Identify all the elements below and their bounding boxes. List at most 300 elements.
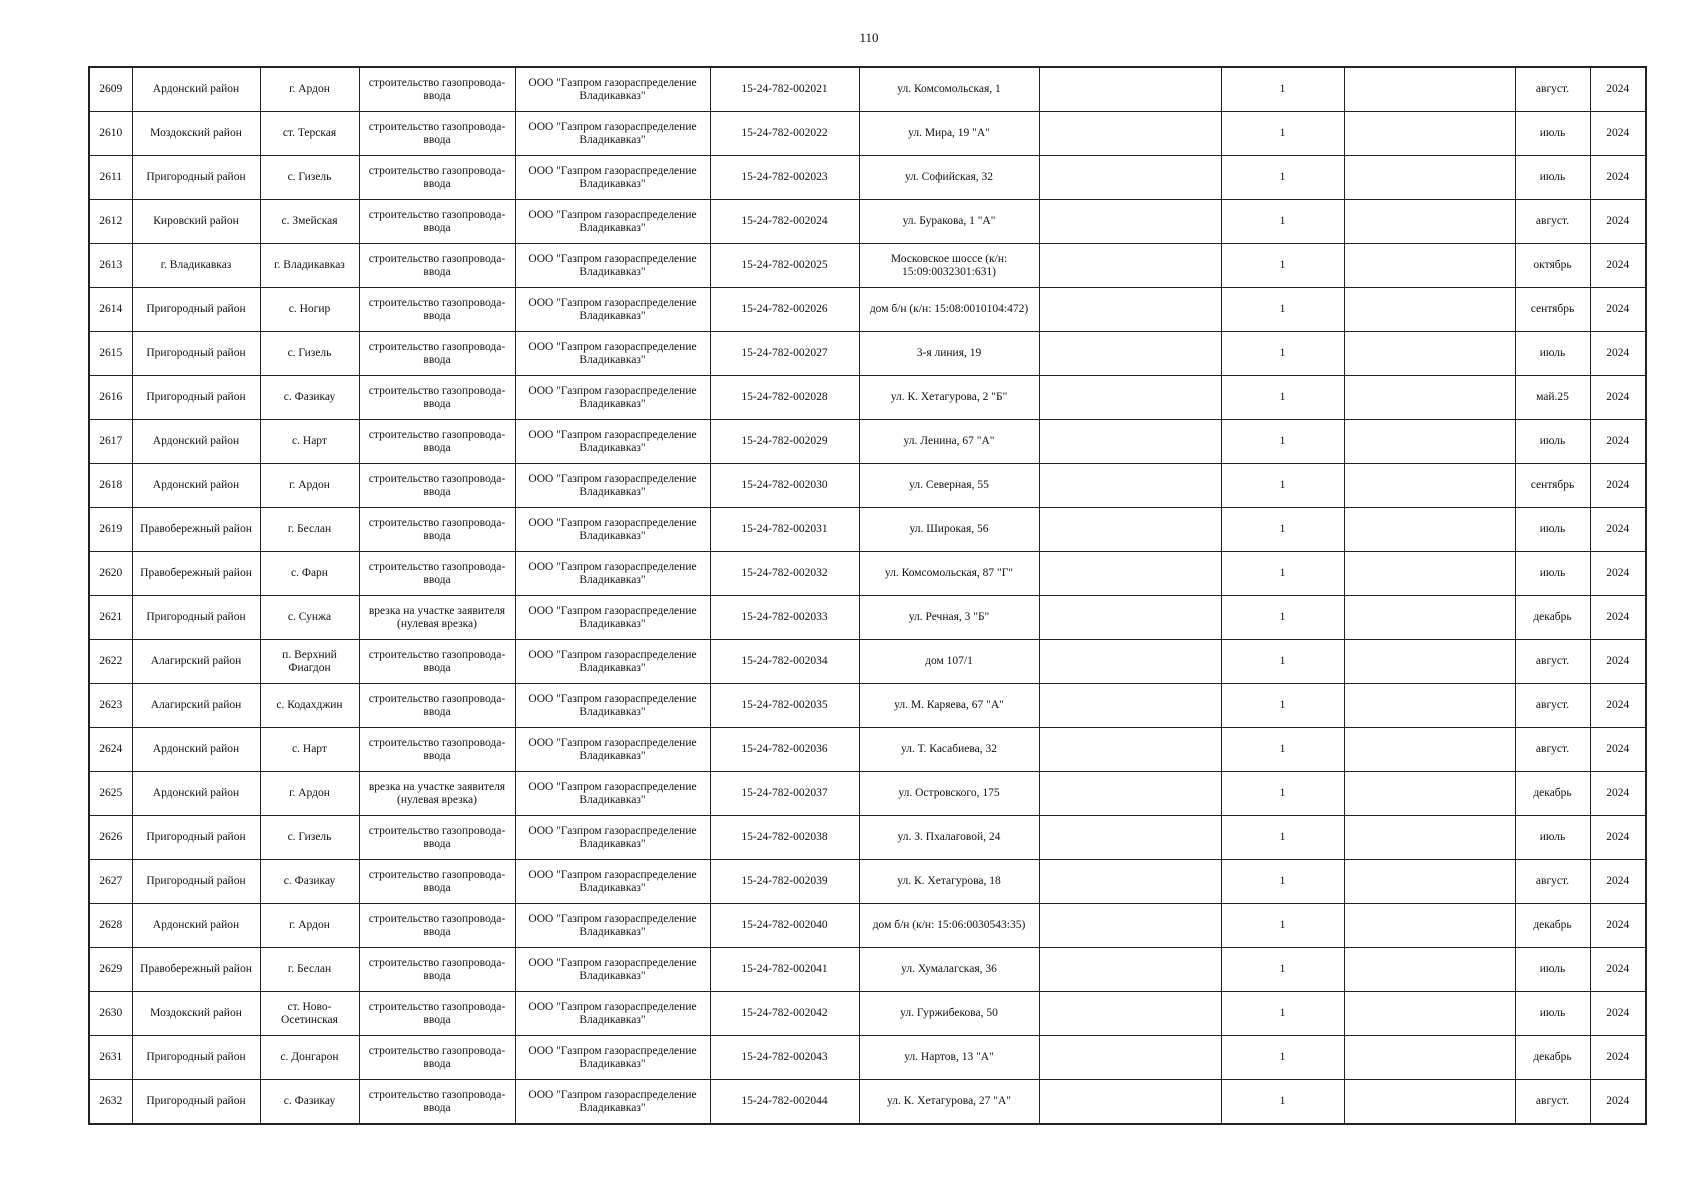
organization-cell: ООО "Газпром газораспределение Владикавказ": [515, 200, 710, 244]
count-cell: 1: [1221, 200, 1344, 244]
organization-cell: ООО "Газпром газораспределение Владикавказ": [515, 772, 710, 816]
work-type-cell: строительство газопровода-ввода: [359, 288, 515, 332]
month-cell: декабрь: [1515, 772, 1590, 816]
count-cell: 1: [1221, 112, 1344, 156]
table-row: [89, 508, 1646, 552]
application-code-cell: 15-24-782-002021: [710, 67, 859, 112]
organization-cell: ООО "Газпром газораспределение Владикавказ": [515, 156, 710, 200]
address-cell: ул. К. Хетагурова, 27 "А": [859, 1080, 1039, 1125]
empty-cell: [1344, 1080, 1515, 1125]
application-code-cell: 15-24-782-002043: [710, 1036, 859, 1080]
empty-cell: [1344, 640, 1515, 684]
year-cell: 2024: [1590, 112, 1646, 156]
month-cell: июль: [1515, 420, 1590, 464]
district-cell: Ардонский район: [132, 728, 260, 772]
application-code-cell: 15-24-782-002031: [710, 508, 859, 552]
year-cell: 2024: [1590, 552, 1646, 596]
organization-cell: ООО "Газпром газораспределение Владикавказ": [515, 596, 710, 640]
year-cell: 2024: [1590, 904, 1646, 948]
row-number-cell: 2618: [89, 464, 132, 508]
row-number-cell: 2630: [89, 992, 132, 1036]
locality-cell: с. Гизель: [260, 332, 359, 376]
count-cell: 1: [1221, 860, 1344, 904]
row-number-cell: 2622: [89, 640, 132, 684]
organization-cell: ООО "Газпром газораспределение Владикавказ": [515, 464, 710, 508]
year-cell: 2024: [1590, 1036, 1646, 1080]
table-row: [89, 1036, 1646, 1080]
organization-cell: ООО "Газпром газораспределение Владикавказ": [515, 1080, 710, 1125]
application-code-cell: 15-24-782-002029: [710, 420, 859, 464]
empty-cell: [1039, 200, 1221, 244]
table-row: [89, 1080, 1646, 1125]
count-cell: 1: [1221, 1080, 1344, 1125]
month-cell: май.25: [1515, 376, 1590, 420]
year-cell: 2024: [1590, 1080, 1646, 1125]
locality-cell: с. Фазикау: [260, 376, 359, 420]
month-cell: август.: [1515, 67, 1590, 112]
work-type-cell: строительство газопровода-ввода: [359, 1080, 515, 1125]
row-number-cell: 2621: [89, 596, 132, 640]
page-number: 110: [859, 30, 879, 45]
row-number-cell: 2610: [89, 112, 132, 156]
year-cell: 2024: [1590, 684, 1646, 728]
empty-cell: [1344, 112, 1515, 156]
address-cell: Московское шоссе (к/н: 15:09:0032301:631): [859, 244, 1039, 288]
row-number-cell: 2627: [89, 860, 132, 904]
district-cell: Пригородный район: [132, 816, 260, 860]
application-code-cell: 15-24-782-002042: [710, 992, 859, 1036]
organization-cell: ООО "Газпром газораспределение Владикавказ": [515, 904, 710, 948]
district-cell: Пригородный район: [132, 376, 260, 420]
year-cell: 2024: [1590, 244, 1646, 288]
month-cell: август.: [1515, 200, 1590, 244]
count-cell: 1: [1221, 684, 1344, 728]
empty-cell: [1039, 684, 1221, 728]
row-number-cell: 2617: [89, 420, 132, 464]
empty-cell: [1039, 1080, 1221, 1125]
locality-cell: с. Гизель: [260, 156, 359, 200]
empty-cell: [1039, 992, 1221, 1036]
row-number-cell: 2615: [89, 332, 132, 376]
year-cell: 2024: [1590, 816, 1646, 860]
count-cell: 1: [1221, 464, 1344, 508]
locality-cell: с. Гизель: [260, 816, 359, 860]
empty-cell: [1039, 640, 1221, 684]
month-cell: декабрь: [1515, 596, 1590, 640]
work-type-cell: строительство газопровода-ввода: [359, 1036, 515, 1080]
address-cell: дом б/н (к/н: 15:06:0030543:35): [859, 904, 1039, 948]
month-cell: август.: [1515, 1080, 1590, 1125]
month-cell: июль: [1515, 552, 1590, 596]
row-number-cell: 2625: [89, 772, 132, 816]
work-type-cell: строительство газопровода-ввода: [359, 948, 515, 992]
organization-cell: ООО "Газпром газораспределение Владикавказ": [515, 684, 710, 728]
application-code-cell: 15-24-782-002037: [710, 772, 859, 816]
district-cell: Правобережный район: [132, 948, 260, 992]
district-cell: г. Владикавказ: [132, 244, 260, 288]
address-cell: ул. Речная, 3 "Б": [859, 596, 1039, 640]
locality-cell: с. Донгарон: [260, 1036, 359, 1080]
district-cell: Пригородный район: [132, 1036, 260, 1080]
organization-cell: ООО "Газпром газораспределение Владикавказ": [515, 948, 710, 992]
table-row: [89, 992, 1646, 1036]
locality-cell: с. Нарт: [260, 728, 359, 772]
district-cell: Моздокский район: [132, 112, 260, 156]
row-number-cell: 2631: [89, 1036, 132, 1080]
table-row: [89, 552, 1646, 596]
table-row: [89, 200, 1646, 244]
address-cell: ул. Т. Касабиева, 32: [859, 728, 1039, 772]
table-row: [89, 332, 1646, 376]
table-body: [89, 67, 1646, 1124]
work-type-cell: строительство газопровода-ввода: [359, 420, 515, 464]
empty-cell: [1039, 420, 1221, 464]
count-cell: 1: [1221, 552, 1344, 596]
month-cell: июль: [1515, 948, 1590, 992]
count-cell: 1: [1221, 772, 1344, 816]
address-cell: ул. Комсомольская, 1: [859, 67, 1039, 112]
address-cell: ул. Островского, 175: [859, 772, 1039, 816]
work-type-cell: строительство газопровода-ввода: [359, 156, 515, 200]
month-cell: сентябрь: [1515, 464, 1590, 508]
row-number-cell: 2612: [89, 200, 132, 244]
row-number-cell: 2611: [89, 156, 132, 200]
district-cell: Пригородный район: [132, 288, 260, 332]
count-cell: 1: [1221, 376, 1344, 420]
locality-cell: г. Беслан: [260, 948, 359, 992]
empty-cell: [1344, 1036, 1515, 1080]
locality-cell: г. Владикавказ: [260, 244, 359, 288]
empty-cell: [1344, 508, 1515, 552]
work-type-cell: строительство газопровода-ввода: [359, 244, 515, 288]
year-cell: 2024: [1590, 772, 1646, 816]
year-cell: 2024: [1590, 67, 1646, 112]
address-cell: ул. Мира, 19 "А": [859, 112, 1039, 156]
empty-cell: [1344, 860, 1515, 904]
empty-cell: [1039, 1036, 1221, 1080]
work-type-cell: строительство газопровода-ввода: [359, 860, 515, 904]
year-cell: 2024: [1590, 860, 1646, 904]
work-type-cell: строительство газопровода-ввода: [359, 728, 515, 772]
address-cell: ул. М. Каряева, 67 "А": [859, 684, 1039, 728]
empty-cell: [1344, 816, 1515, 860]
year-cell: 2024: [1590, 948, 1646, 992]
locality-cell: с. Змейская: [260, 200, 359, 244]
table-row: [89, 684, 1646, 728]
application-code-cell: 15-24-782-002022: [710, 112, 859, 156]
year-cell: 2024: [1590, 640, 1646, 684]
address-cell: ул. Ленина, 67 "А": [859, 420, 1039, 464]
year-cell: 2024: [1590, 288, 1646, 332]
row-number-cell: 2632: [89, 1080, 132, 1125]
application-code-cell: 15-24-782-002044: [710, 1080, 859, 1125]
address-cell: дом 107/1: [859, 640, 1039, 684]
district-cell: Ардонский район: [132, 464, 260, 508]
locality-cell: с. Ногир: [260, 288, 359, 332]
empty-cell: [1344, 288, 1515, 332]
table-row: [89, 948, 1646, 992]
empty-cell: [1039, 244, 1221, 288]
year-cell: 2024: [1590, 596, 1646, 640]
count-cell: 1: [1221, 67, 1344, 112]
work-type-cell: строительство газопровода-ввода: [359, 376, 515, 420]
month-cell: август.: [1515, 684, 1590, 728]
district-cell: Ардонский район: [132, 420, 260, 464]
month-cell: июль: [1515, 156, 1590, 200]
table-row: [89, 772, 1646, 816]
application-code-cell: 15-24-782-002041: [710, 948, 859, 992]
work-type-cell: строительство газопровода-ввода: [359, 816, 515, 860]
address-cell: ул. Нартов, 13 "А": [859, 1036, 1039, 1080]
empty-cell: [1039, 772, 1221, 816]
empty-cell: [1039, 332, 1221, 376]
empty-cell: [1344, 376, 1515, 420]
year-cell: 2024: [1590, 200, 1646, 244]
address-cell: дом б/н (к/н: 15:08:0010104:472): [859, 288, 1039, 332]
row-number-cell: 2614: [89, 288, 132, 332]
work-type-cell: строительство газопровода-ввода: [359, 200, 515, 244]
count-cell: 1: [1221, 420, 1344, 464]
row-number-cell: 2626: [89, 816, 132, 860]
district-cell: Правобережный район: [132, 508, 260, 552]
year-cell: 2024: [1590, 992, 1646, 1036]
month-cell: июль: [1515, 508, 1590, 552]
address-cell: ул. К. Хетагурова, 2 "Б": [859, 376, 1039, 420]
month-cell: август.: [1515, 640, 1590, 684]
empty-cell: [1344, 904, 1515, 948]
work-type-cell: строительство газопровода-ввода: [359, 684, 515, 728]
table-row: [89, 156, 1646, 200]
work-type-cell: строительство газопровода-ввода: [359, 904, 515, 948]
district-cell: Кировский район: [132, 200, 260, 244]
application-code-cell: 15-24-782-002038: [710, 816, 859, 860]
district-cell: Ардонский район: [132, 772, 260, 816]
year-cell: 2024: [1590, 728, 1646, 772]
district-cell: Пригородный район: [132, 596, 260, 640]
organization-cell: ООО "Газпром газораспределение Владикавказ": [515, 552, 710, 596]
address-cell: ул. Буракова, 1 "А": [859, 200, 1039, 244]
address-cell: ул. К. Хетагурова, 18: [859, 860, 1039, 904]
empty-cell: [1344, 244, 1515, 288]
empty-cell: [1344, 67, 1515, 112]
address-cell: ул. Гуржибекова, 50: [859, 992, 1039, 1036]
empty-cell: [1344, 684, 1515, 728]
month-cell: декабрь: [1515, 904, 1590, 948]
work-type-cell: строительство газопровода-ввода: [359, 332, 515, 376]
empty-cell: [1039, 156, 1221, 200]
locality-cell: г. Ардон: [260, 904, 359, 948]
organization-cell: ООО "Газпром газораспределение Владикавказ": [515, 992, 710, 1036]
work-type-cell: строительство газопровода-ввода: [359, 67, 515, 112]
district-cell: Ардонский район: [132, 904, 260, 948]
count-cell: 1: [1221, 288, 1344, 332]
work-type-cell: строительство газопровода-ввода: [359, 640, 515, 684]
table-row: [89, 640, 1646, 684]
count-cell: 1: [1221, 156, 1344, 200]
empty-cell: [1344, 992, 1515, 1036]
organization-cell: ООО "Газпром газораспределение Владикавказ": [515, 67, 710, 112]
register-table: [88, 66, 1647, 1125]
district-cell: Пригородный район: [132, 1080, 260, 1125]
year-cell: 2024: [1590, 508, 1646, 552]
table-row: [89, 464, 1646, 508]
year-cell: 2024: [1590, 376, 1646, 420]
row-number-cell: 2624: [89, 728, 132, 772]
month-cell: июль: [1515, 332, 1590, 376]
month-cell: сентябрь: [1515, 288, 1590, 332]
address-cell: ул. Широкая, 56: [859, 508, 1039, 552]
application-code-cell: 15-24-782-002039: [710, 860, 859, 904]
count-cell: 1: [1221, 904, 1344, 948]
address-cell: ул. Хумалагская, 36: [859, 948, 1039, 992]
table-row: [89, 112, 1646, 156]
application-code-cell: 15-24-782-002026: [710, 288, 859, 332]
work-type-cell: строительство газопровода-ввода: [359, 112, 515, 156]
organization-cell: ООО "Газпром газораспределение Владикавказ": [515, 244, 710, 288]
locality-cell: ст. Терская: [260, 112, 359, 156]
address-cell: ул. Комсомольская, 87 "Г": [859, 552, 1039, 596]
empty-cell: [1344, 596, 1515, 640]
table-row: [89, 67, 1646, 112]
table-row: [89, 244, 1646, 288]
organization-cell: ООО "Газпром газораспределение Владикавказ": [515, 288, 710, 332]
row-number-cell: 2619: [89, 508, 132, 552]
application-code-cell: 15-24-782-002027: [710, 332, 859, 376]
application-code-cell: 15-24-782-002034: [710, 640, 859, 684]
empty-cell: [1344, 332, 1515, 376]
work-type-cell: строительство газопровода-ввода: [359, 464, 515, 508]
organization-cell: ООО "Газпром газораспределение Владикавказ": [515, 332, 710, 376]
locality-cell: с. Фарн: [260, 552, 359, 596]
empty-cell: [1039, 728, 1221, 772]
table-row: [89, 376, 1646, 420]
organization-cell: ООО "Газпром газораспределение Владикавказ": [515, 112, 710, 156]
count-cell: 1: [1221, 508, 1344, 552]
locality-cell: с. Сунжа: [260, 596, 359, 640]
address-cell: 3-я линия, 19: [859, 332, 1039, 376]
table-row: [89, 288, 1646, 332]
district-cell: Моздокский район: [132, 992, 260, 1036]
application-code-cell: 15-24-782-002035: [710, 684, 859, 728]
organization-cell: ООО "Газпром газораспределение Владикавказ": [515, 816, 710, 860]
locality-cell: с. Фазикау: [260, 860, 359, 904]
work-type-cell: строительство газопровода-ввода: [359, 552, 515, 596]
count-cell: 1: [1221, 992, 1344, 1036]
count-cell: 1: [1221, 728, 1344, 772]
empty-cell: [1039, 376, 1221, 420]
work-type-cell: строительство газопровода-ввода: [359, 992, 515, 1036]
application-code-cell: 15-24-782-002032: [710, 552, 859, 596]
application-code-cell: 15-24-782-002025: [710, 244, 859, 288]
empty-cell: [1344, 728, 1515, 772]
empty-cell: [1039, 288, 1221, 332]
month-cell: июль: [1515, 816, 1590, 860]
count-cell: 1: [1221, 596, 1344, 640]
year-cell: 2024: [1590, 420, 1646, 464]
organization-cell: ООО "Газпром газораспределение Владикавказ": [515, 728, 710, 772]
table-row: [89, 728, 1646, 772]
month-cell: август.: [1515, 860, 1590, 904]
table-row: [89, 904, 1646, 948]
organization-cell: ООО "Газпром газораспределение Владикавказ": [515, 1036, 710, 1080]
locality-cell: г. Беслан: [260, 508, 359, 552]
month-cell: август.: [1515, 728, 1590, 772]
work-type-cell: врезка на участке заявителя (нулевая врезка): [359, 772, 515, 816]
district-cell: Пригородный район: [132, 332, 260, 376]
empty-cell: [1039, 948, 1221, 992]
district-cell: Пригородный район: [132, 860, 260, 904]
locality-cell: с. Нарт: [260, 420, 359, 464]
work-type-cell: врезка на участке заявителя (нулевая врезка): [359, 596, 515, 640]
district-cell: Алагирский район: [132, 684, 260, 728]
district-cell: Пригородный район: [132, 156, 260, 200]
count-cell: 1: [1221, 948, 1344, 992]
row-number-cell: 2616: [89, 376, 132, 420]
locality-cell: ст. Ново-Осетинская: [260, 992, 359, 1036]
organization-cell: ООО "Газпром газораспределение Владикавказ": [515, 860, 710, 904]
table-row: [89, 596, 1646, 640]
application-code-cell: 15-24-782-002040: [710, 904, 859, 948]
count-cell: 1: [1221, 332, 1344, 376]
month-cell: декабрь: [1515, 1036, 1590, 1080]
organization-cell: ООО "Газпром газораспределение Владикавказ": [515, 420, 710, 464]
year-cell: 2024: [1590, 332, 1646, 376]
district-cell: Правобережный район: [132, 552, 260, 596]
empty-cell: [1344, 200, 1515, 244]
locality-cell: г. Ардон: [260, 67, 359, 112]
organization-cell: ООО "Газпром газораспределение Владикавказ": [515, 508, 710, 552]
locality-cell: г. Ардон: [260, 464, 359, 508]
table-row: [89, 420, 1646, 464]
application-code-cell: 15-24-782-002024: [710, 200, 859, 244]
row-number-cell: 2623: [89, 684, 132, 728]
table-row: [89, 860, 1646, 904]
empty-cell: [1039, 904, 1221, 948]
empty-cell: [1344, 948, 1515, 992]
address-cell: ул. З. Пхалаговой, 24: [859, 816, 1039, 860]
organization-cell: ООО "Газпром газораспределение Владикавказ": [515, 640, 710, 684]
year-cell: 2024: [1590, 156, 1646, 200]
empty-cell: [1039, 816, 1221, 860]
application-code-cell: 15-24-782-002028: [710, 376, 859, 420]
empty-cell: [1039, 67, 1221, 112]
count-cell: 1: [1221, 1036, 1344, 1080]
month-cell: июль: [1515, 992, 1590, 1036]
row-number-cell: 2620: [89, 552, 132, 596]
empty-cell: [1039, 596, 1221, 640]
work-type-cell: строительство газопровода-ввода: [359, 508, 515, 552]
month-cell: октябрь: [1515, 244, 1590, 288]
empty-cell: [1039, 552, 1221, 596]
address-cell: ул. Софийская, 32: [859, 156, 1039, 200]
locality-cell: с. Фазикау: [260, 1080, 359, 1125]
locality-cell: г. Ардон: [260, 772, 359, 816]
empty-cell: [1344, 552, 1515, 596]
row-number-cell: 2613: [89, 244, 132, 288]
year-cell: 2024: [1590, 464, 1646, 508]
application-code-cell: 15-24-782-002023: [710, 156, 859, 200]
application-code-cell: 15-24-782-002036: [710, 728, 859, 772]
count-cell: 1: [1221, 816, 1344, 860]
empty-cell: [1344, 420, 1515, 464]
district-cell: Алагирский район: [132, 640, 260, 684]
empty-cell: [1039, 464, 1221, 508]
row-number-cell: 2609: [89, 67, 132, 112]
application-code-cell: 15-24-782-002033: [710, 596, 859, 640]
table-row: [89, 816, 1646, 860]
organization-cell: ООО "Газпром газораспределение Владикавказ": [515, 376, 710, 420]
empty-cell: [1039, 508, 1221, 552]
